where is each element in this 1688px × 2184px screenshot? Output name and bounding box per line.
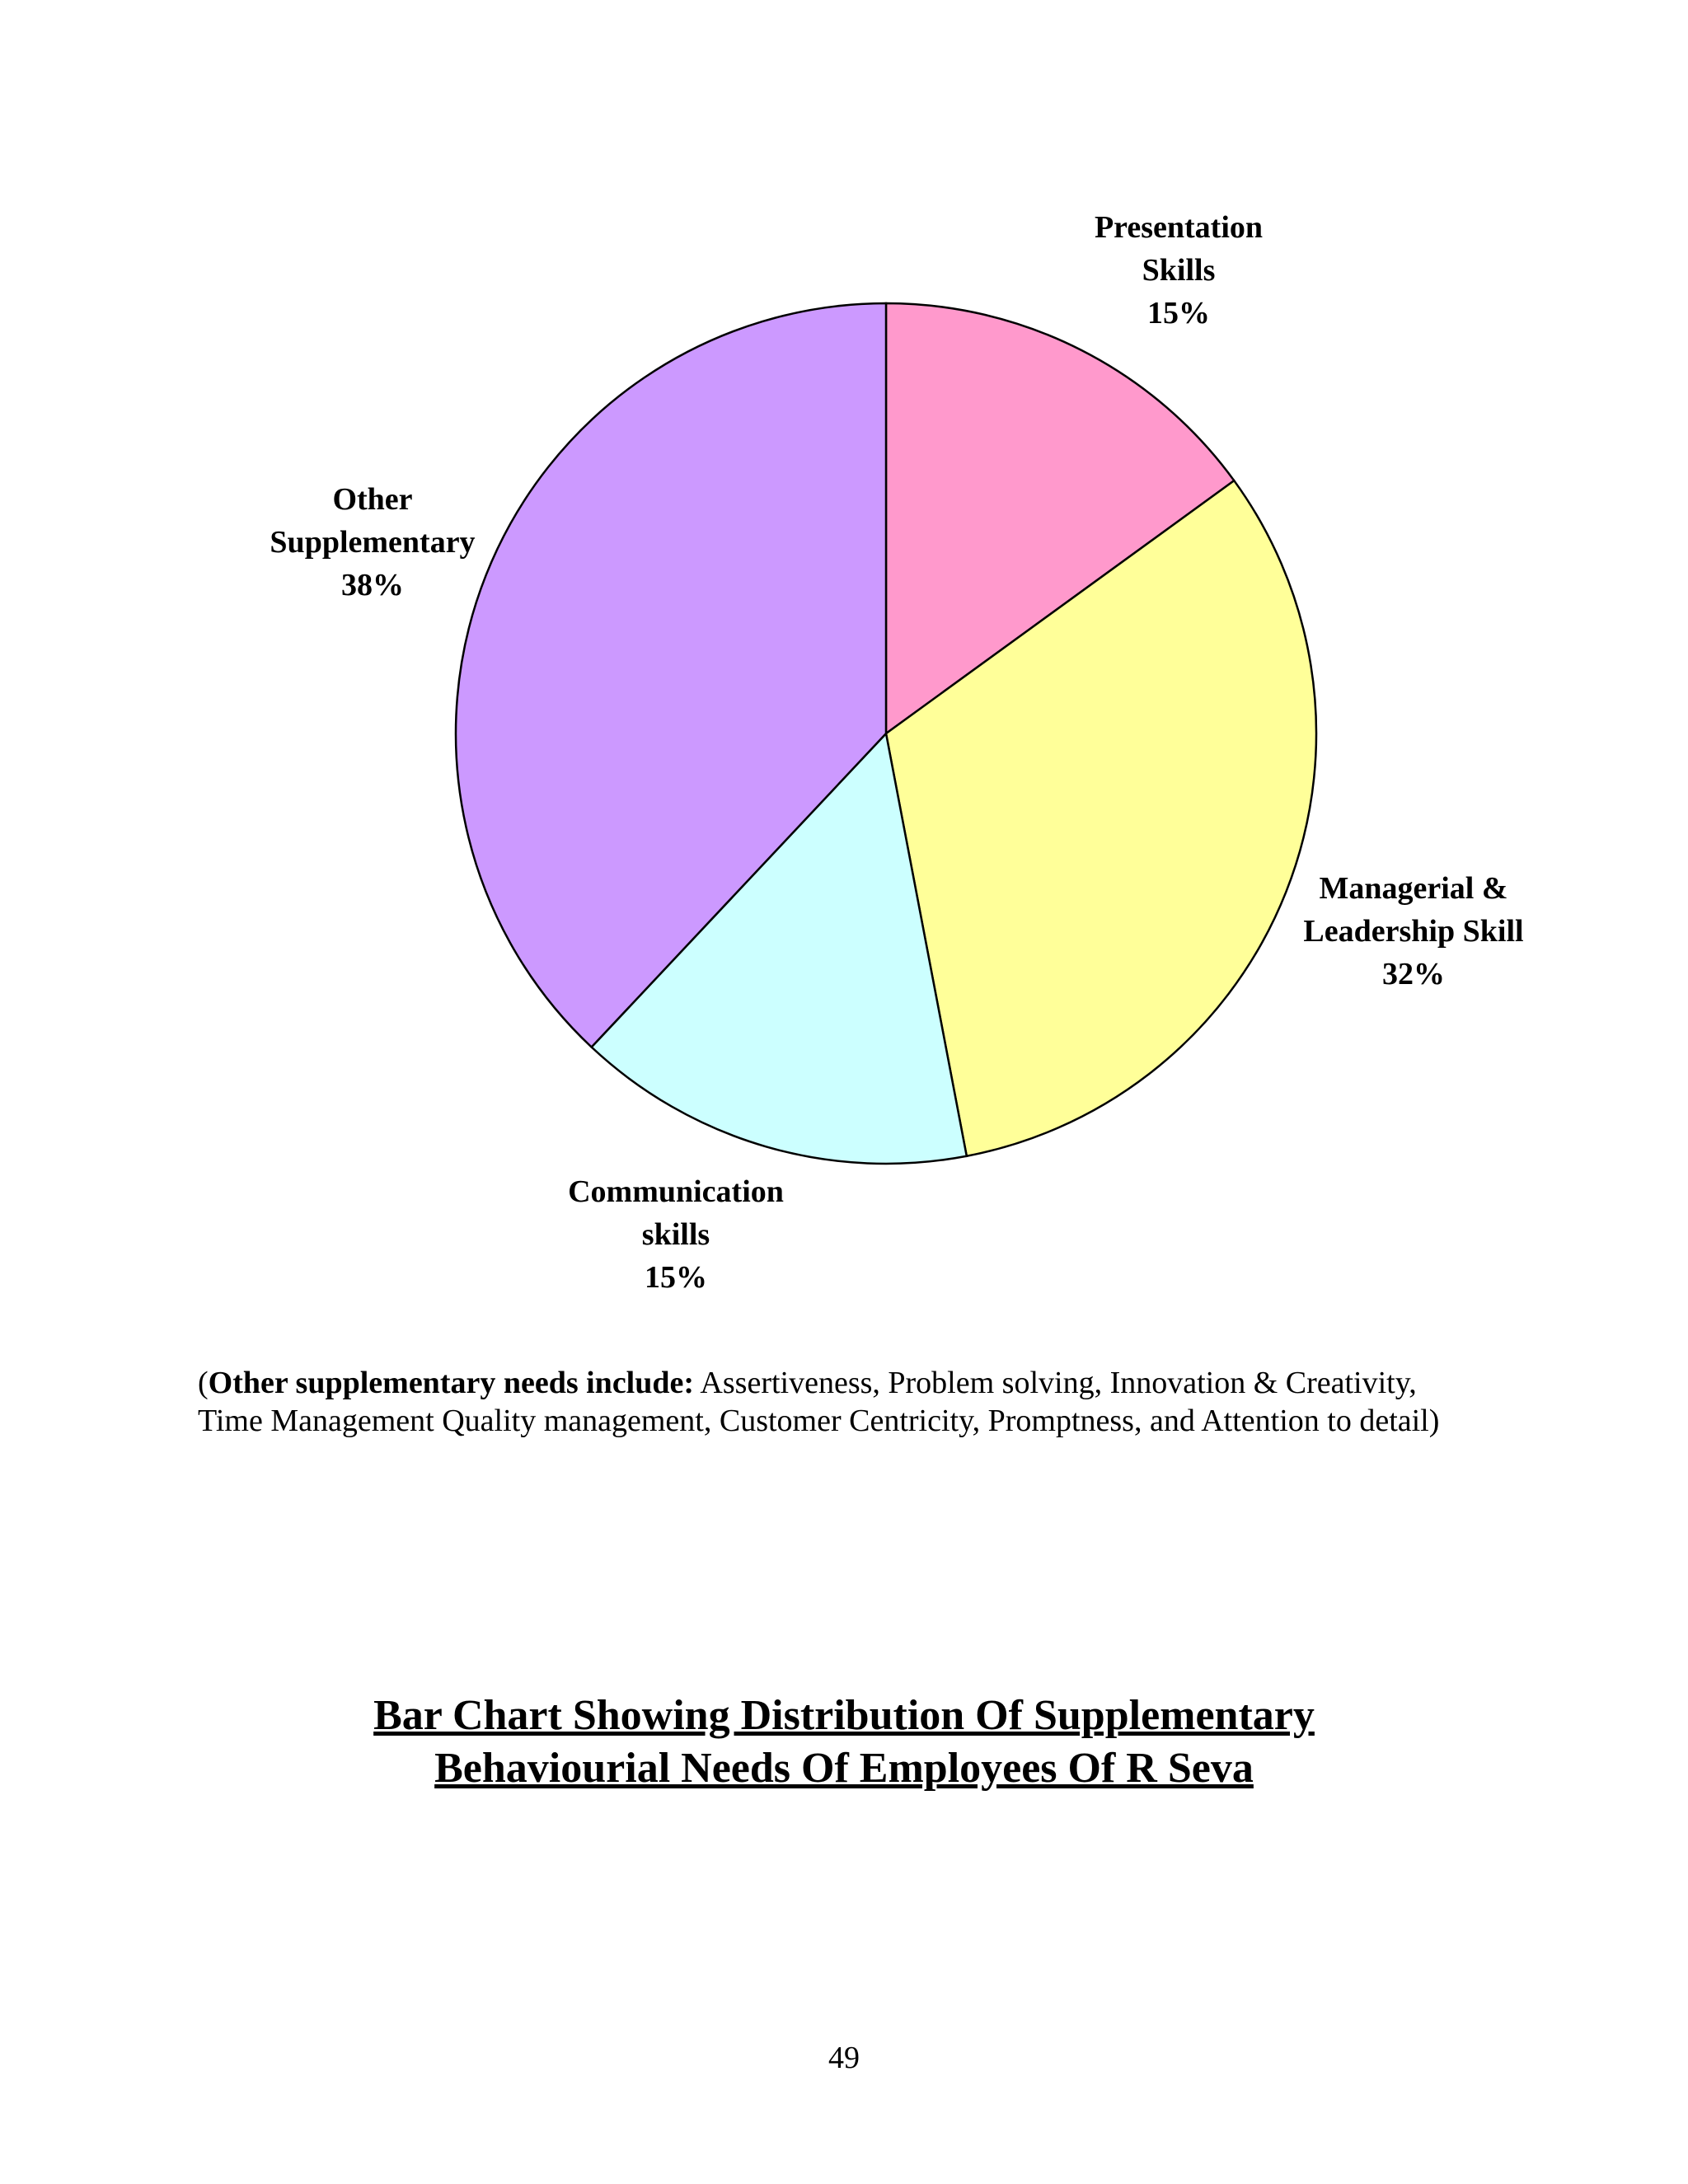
note-bold-lead: Other supplementary needs include: xyxy=(208,1366,695,1400)
section-title-line-1: Bar Chart Showing Distribution Of Supplementary xyxy=(373,1692,1315,1739)
pie-category-label: Managerial & xyxy=(1319,871,1508,906)
pie-category-label: Skills xyxy=(1142,253,1216,288)
pie-category-label: Leadership Skill xyxy=(1303,914,1524,949)
page-number: 49 xyxy=(828,2041,860,2075)
note-text: Assertiveness, Problem solving, Innovation & Creativity, Time Management Quality management, Customer Centricity, Promptness, and Attention to detail) xyxy=(198,1366,1440,1438)
pie-label-1 xyxy=(1303,871,1523,991)
pie-value-label: 15% xyxy=(1147,296,1210,330)
pie-value-label: 38% xyxy=(341,568,404,602)
section-title xyxy=(0,1690,1688,1795)
pie-category-label: skills xyxy=(641,1217,710,1252)
pie-value-label: 32% xyxy=(1382,957,1445,991)
pie-label-0 xyxy=(1095,210,1263,330)
supplementary-needs-note xyxy=(198,1364,1467,1440)
pie-label-2 xyxy=(568,1174,784,1295)
note-open-paren: ( xyxy=(198,1366,209,1400)
pie-label-3 xyxy=(270,482,475,602)
pie-category-label: Presentation xyxy=(1094,210,1264,245)
pie-value-label: 15% xyxy=(645,1260,707,1295)
pie-category-label: Other xyxy=(332,482,413,517)
pie-category-label: Communication xyxy=(568,1174,784,1209)
pie-category-label: Supplementary xyxy=(270,525,476,560)
section-title-line-2: Behaviourial Needs Of Employees Of R Seva xyxy=(434,1745,1254,1792)
